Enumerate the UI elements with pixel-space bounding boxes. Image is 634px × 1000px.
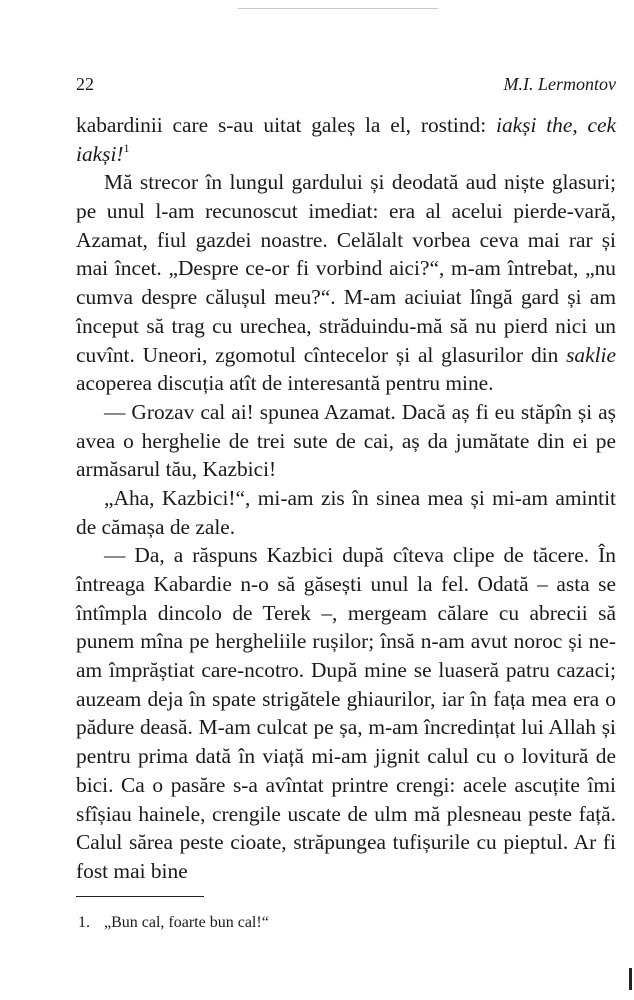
paragraph-5 (76, 541, 616, 885)
paragraph-2 (76, 168, 616, 398)
footnote-number: 1. (78, 914, 90, 931)
running-head-author: M.I. Lermontov (503, 74, 616, 94)
body-text (76, 111, 616, 886)
paragraph-text: — Da, a răspuns Kazbici după cîteva clipe de tăcere. În întreaga Kabardie n-o să găsești unul la fel. Odată – asta se întîmpla dincolo de Terek –, mergeam călare cu abrecii să punem mîna pe hergheliile rușilor; însă n-am avut noroc și ne-am împrăștiat care-ncotro. După mine se luaseră patru cazaci; auzeam deja în spate strigătele ghiaurilor, iar în fața mea era o pădure deasă. M-am culcat pe șa, m-am încredințat lui Allah și pentru prima dată în viață mi-am jignit calul cu o lovitură de bici. Ca o pasăre s-a avîntat printre crengi: acele ascuțite îmi sfîșiau hainele, crengile uscate de ulm mă plesneau peste față. Calul sărea peste cioate, străpungea tufișurile cu pieptul. Ar fi fost mai bine (76, 543, 616, 883)
footnote (78, 913, 578, 933)
page-number: 22 (76, 74, 94, 94)
paragraph-text: kabardinii care s-au uitat galeș la el, rostind: (76, 113, 497, 137)
footnote-reference: 1 (123, 140, 130, 155)
paragraph-text: Mă strecor în lungul gardului și deodată aud niște glasuri; pe unul l-am recunoscut imediat: era al acelui pierde-vară, Azamat, fiul gazdei noastre. Celălalt vorbea ceva mai rar și mai încet. „Despre ce-or fi vorbind aici?“, m-am întrebat, „nu cumva despre călușul meu?“. M-am aciuiat lîngă gard și am început să trag cu urechea, străduindu-mă să nu pierd nici un cuvînt. Uneori, zgomotul cîntecelor și al glasurilor din (76, 170, 616, 367)
paragraph-italic-text: iakși the, cek iakși! (76, 113, 616, 166)
page-header (76, 74, 616, 98)
paragraph-3 (76, 398, 616, 484)
top-edge-line (238, 8, 438, 9)
footnote-text: „Bun cal, foarte bun cal!“ (104, 914, 269, 931)
paragraph-4 (76, 484, 616, 541)
page-edge-mark (629, 968, 632, 990)
paragraph-text: — Grozav cal ai! spunea Azamat. Dacă aș fi eu stăpîn și aș avea o herghelie de trei sute de cai, aș da jumătate din ei pe armăsarul tău, Kazbici! (76, 399, 616, 482)
footnote-divider (76, 896, 204, 897)
paragraph-1 (76, 111, 616, 168)
paragraph-text: acoperea discuția atît de interesantă pentru mine. (76, 371, 494, 396)
paragraph-text: „Aha, Kazbici!“, mi-am zis în sinea mea și mi-am amintit de cămașa de zale. (76, 485, 616, 539)
paragraph-italic-text: saklie (566, 342, 616, 367)
